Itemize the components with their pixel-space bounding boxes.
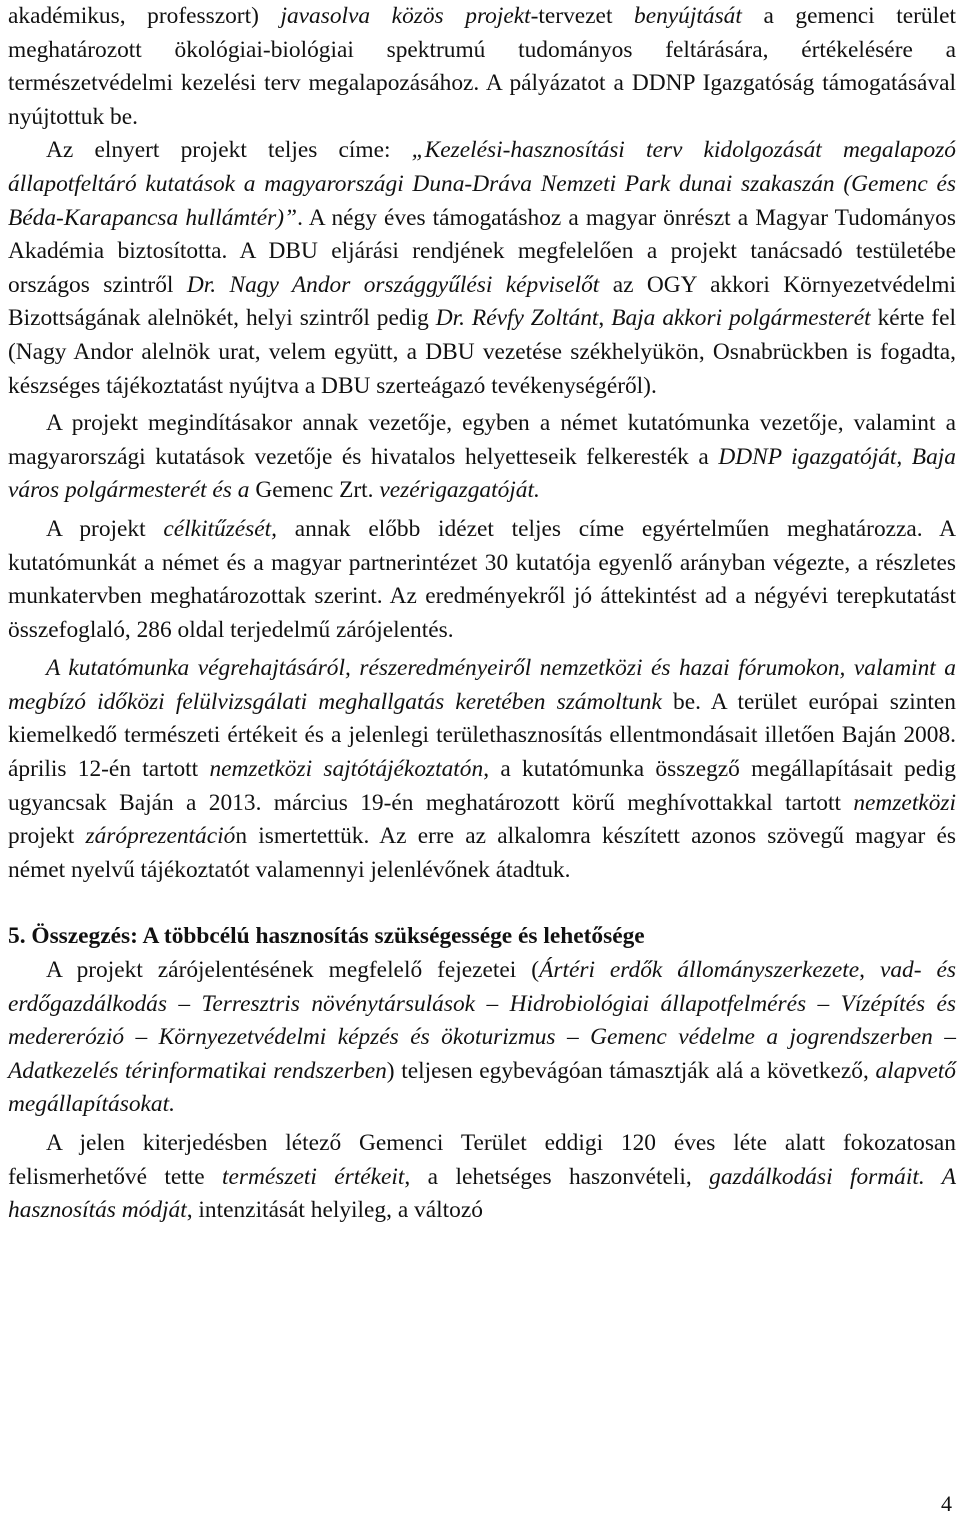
italic-run: Dr. Nagy Andor országgyűlési képviselőt: [186, 271, 600, 298]
text-run: projekt: [8, 823, 86, 850]
italic-run: javasolva közös projekt: [280, 3, 531, 29]
italic-run: természeti értékeit: [222, 1163, 405, 1190]
paragraph-1: [8, 0, 956, 134]
italic-run: alapvető megállapításokat.: [8, 1057, 956, 1118]
text-run: az OGY akkori Környezetvédelmi Bizottságának alelnökét, helyi szintről pedig: [8, 271, 957, 332]
italic-run: Dr. Révfy Zoltánt: [435, 305, 599, 332]
text-run: A jelen kiterjedésben létező Gemenci Terület eddigi 120 éves léte alatt fokozatosan felismerhetővé tette: [8, 1130, 956, 1190]
text-run: kérte fel (Nagy Andor alelnök urat, velem együtt, a DBU vezetése székhelyükön, Osnabrückben is fogadta, készséges tájékoztatást nyújtva a DBU szerteágazó tevékenységéről).: [8, 305, 956, 399]
italic-run: nemzetközi: [853, 789, 956, 816]
italic-run: Ártéri erdők állományszerkezete, vad- és erdőgazdálkodás – Terresztris növénytársulások – Hidrobiológiai állapotfelmérés – Vízépítés és medererózió – Környezetvédelmi képzés és ökoturizmus – Gemenc védelme a jogrendszerben – Adatkezelés térinformatikai rendszerben: [8, 957, 957, 1084]
text-run: A projekt megindításakor annak vezetője, egyben a német kutatómunka vezetője, valamint a magyarországi kutatások vezetője és hivatalos helyetteseik felkeresték a: [8, 410, 956, 470]
text-run: ,: [598, 305, 612, 332]
paragraph-3: [8, 407, 956, 508]
paragraph-4: [8, 513, 956, 647]
text-run: a gemenci terület meghatározott ökológiai-biológiai spektrumú tudományos feltárására, értékelésére a természetvédelmi kezelési terv megalapozásához. A pályázatot a DDNP Igazgatóság támogatásával nyújtottuk be.: [8, 3, 956, 130]
paragraph-2: [8, 134, 956, 403]
page-number: 4: [941, 1491, 952, 1516]
italic-run: záróprezentáció: [85, 823, 236, 850]
italic-run: DDNP igazgatóját, Baja város polgármesterét és a: [8, 443, 956, 504]
section-heading: 5. Összegzés: A többcélú hasznosítás szükségessége és lehetősége: [8, 923, 645, 950]
text-run: , intenzitását helyileg, a változó: [186, 1197, 483, 1224]
text-run: -tervezet: [530, 3, 635, 29]
text-run: be. A terület európai szinten kiemelkedő természeti értékeit és a jelenlegi területhasznosítás ellentmondásait illetően Baján 2008. április 12-én tartott: [8, 688, 956, 783]
text-run: ) teljesen egybevágóan támasztják alá a következő,: [386, 1057, 876, 1084]
text-run: Gemenc Zrt.: [249, 477, 380, 504]
text-run: , a kutatómunka összegző megállapításait pedig ugyancsak Baján a 2013. március 19-én meghatározott körű meghívottakkal tartott: [8, 756, 956, 816]
paragraph-6: [8, 954, 956, 1122]
italic-run: vezérigazgatóját.: [379, 477, 540, 504]
text-run: A projekt: [46, 515, 164, 542]
document-page: [8, 0, 956, 1228]
text-run: annak előbb idézet teljes címe egyértelműen meghatározza. A kutatómunkát a német és a magyar partnerintézet 30 kutatója egyenlő arányban végezte, a részletes munkatervben meghatározottak szerint. Az eredményekről jó áttekintést ad a négyévi terepkutatást összefoglaló, 286 oldal terjedelmű zárójelentés.: [8, 515, 956, 643]
italic-run: A kutatómunka végrehajtásáról, részeredményeiről nemzetközi és hazai fórumokon, valamint a megbízó időközi felülvizsgálati meghallgatás keretében számoltunk: [8, 655, 956, 715]
italic-run: Baja akkori polgármesterét: [611, 305, 871, 332]
italic-run: nemzetközi sajtótájékoztatón: [209, 756, 484, 783]
project-title-italic: „Kezelési-hasznosítási terv kidolgozását megalapozó állapotfeltáró kutatások a magyarországi Duna-Dráva Nemzeti Park dunai szakaszán (Gemenc és Béda-Karapancsa hullámtér)”: [8, 137, 956, 231]
text-run: akadémikus, professzort): [8, 3, 281, 29]
text-run: . A négy éves támogatáshoz a magyar önrészt a Magyar Tudományos Akadémia biztosította. A DBU eljárási rendjének megfelelően a projekt tanácsadó testületébe országos szintről: [8, 204, 956, 298]
text-run: n ismertettük. Az erre az alkalomra készített azonos szövegű magyar és német nyelvű tájékoztatót valamennyi jelenlévőnek átadtuk.: [8, 823, 956, 883]
paragraph-5: [8, 652, 956, 887]
italic-run: benyújtását: [634, 3, 742, 29]
text-run: , a lehetséges haszonvételi,: [404, 1163, 710, 1190]
italic-run: gazdálkodási formáit. A hasznosítás módját: [8, 1163, 956, 1224]
italic-run: célkitűzését,: [163, 515, 277, 542]
text-run: A projekt zárójelentésének megfelelő fejezetei (: [46, 957, 540, 984]
paragraph-7: [8, 1127, 956, 1228]
text-run: Az elnyert projekt teljes címe:: [46, 137, 412, 164]
